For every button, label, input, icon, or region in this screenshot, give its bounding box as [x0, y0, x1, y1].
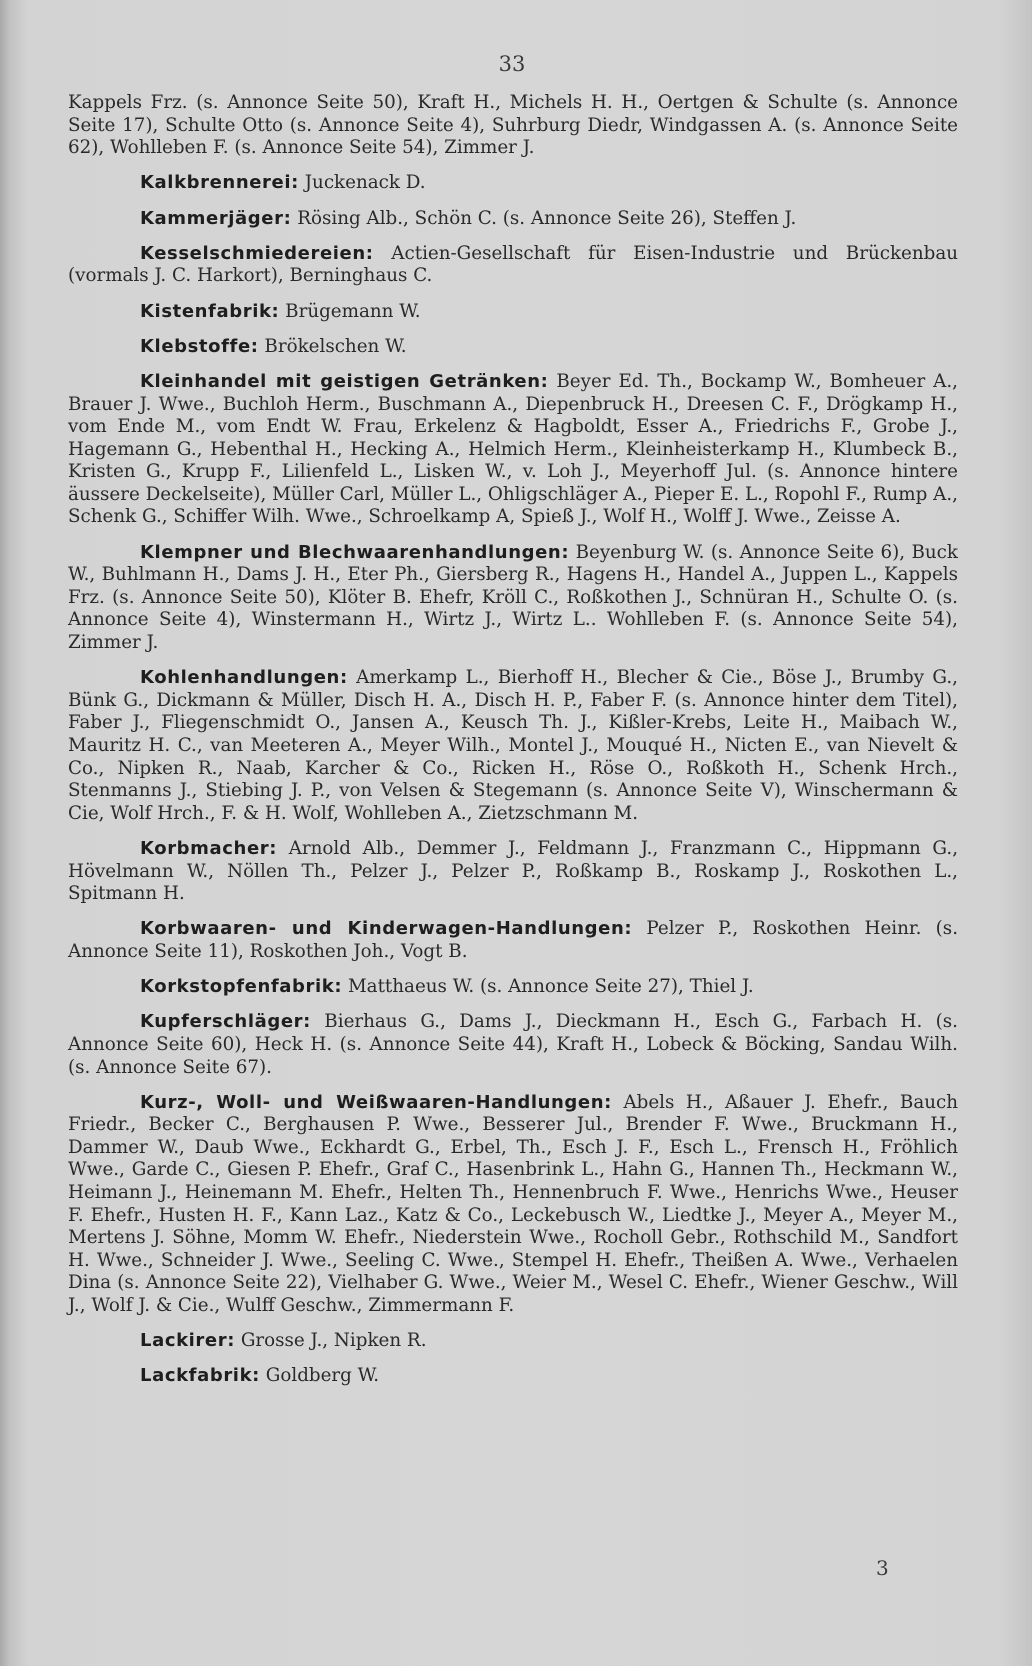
category-heading: Kohlenhandlungen:	[140, 667, 348, 689]
directory-entry	[68, 172, 958, 195]
entry-text: Brökelschen W.	[264, 335, 407, 357]
category-heading: Kesselschmiedereien:	[140, 242, 374, 264]
page-number: 33	[498, 52, 526, 76]
entry-text: Brügemann W.	[285, 300, 421, 322]
directory-entry	[68, 243, 958, 288]
category-heading: Kurz-, Woll- und Weißwaaren-Handlungen:	[140, 1091, 612, 1113]
category-heading: Kammerjäger:	[140, 207, 292, 229]
entry-text: Arnold Alb., Demmer J., Feldmann J., Franzmann C., Hippmann G., Hövelmann W., Nöllen Th., Pelzer J., Pelzer P., Roßkamp B., Roskamp J., Roskothen L., Spitmann H.	[68, 837, 958, 905]
entry-text: Amerkamp L., Bierhoff H., Blecher & Cie., Böse J., Brumby G., Bünk G., Dickmann & Müller, Disch H. A., Disch H. P., Faber F. (s. Annonce hinter dem Titel), Faber J., Fliegenschmidt O., Jansen A., Keusch Th. J., Kißler-Krebs, Leite H., Maibach W., Mauritz H. C., van Meeteren A., Meyer Wilh., Montel J., Mouqué H., Nicten E., van Nievelt & Co., Nipken R., Naab, Karcher & Co., Ricken H., Röse O., Roßkoth H., Schenk Hrch., Stenmanns J., Stiebing J. P., von Velsen & Stegemann (s. Annonce Seite V), Winschermann & Cie, Wolf Hrch., F. & H. Wolf, Wohlleben A., Zietzschmann M.	[68, 667, 958, 824]
directory-entry	[68, 92, 958, 160]
directory-entry	[68, 976, 958, 999]
directory-content	[68, 92, 958, 1401]
directory-entry	[68, 208, 958, 231]
directory-entry	[68, 1365, 958, 1388]
entry-text: Grosse J., Nipken R.	[240, 1330, 427, 1352]
category-heading: Kupferschläger:	[140, 1011, 311, 1033]
entry-text: Bierhaus G., Dams J., Dieckmann H., Esch G., Farbach H. (s. Annonce Seite 60), Heck H. (s. Annonce Seite 44), Kraft H., Lobeck & Böcking, Sandau Wilh. (s. Annonce Seite 67).	[68, 1011, 958, 1078]
directory-entry	[68, 371, 958, 529]
directory-entry	[68, 336, 958, 359]
signature-mark: 3	[876, 1556, 889, 1580]
category-heading: Klebstoffe:	[140, 335, 259, 357]
entry-text: Matthaeus W. (s. Annonce Seite 27), Thiel J.	[347, 976, 754, 998]
category-heading: Lackfabrik:	[140, 1365, 260, 1387]
directory-entry	[68, 1092, 958, 1318]
entry-text: Juckenack D.	[304, 172, 426, 194]
entry-text: Beyenburg W. (s. Annonce Seite 6), Buck W., Buhlmann H., Dams J. H., Eter Ph., Giersberg R., Hagens H., Handel A., Juppen L., Kappels Frz. (s. Annonce Seite 50), Klöter B. Ehefr, Kröll C., Roßkothen J., Schnüran H., Schulte O. (s. Annonce Seite 4), Winstermann H., Wirtz J., Wirtz L.. Wohlleben F. (s. Annonce Seite 54), Zimmer J.	[68, 541, 958, 654]
directory-entry	[68, 1330, 958, 1353]
entry-text: Rösing Alb., Schön C. (s. Annonce Seite 26), Steffen J.	[297, 207, 797, 229]
directory-entry	[68, 301, 958, 324]
directory-entry	[68, 667, 958, 825]
category-heading: Kalkbrennerei:	[140, 172, 299, 194]
entry-text: Goldberg W.	[265, 1365, 380, 1387]
entry-text: Pelzer P., Roskothen Heinr. (s. Annonce Seite 11), Roskothen Joh., Vogt B.	[68, 918, 959, 962]
category-heading: Korbwaaren- und Kinderwagen-Handlungen:	[140, 918, 633, 940]
category-heading: Korbmacher:	[140, 837, 278, 859]
directory-entry	[68, 838, 958, 906]
category-heading: Kleinhandel mit geistigen Getränken:	[140, 370, 549, 392]
directory-entry	[68, 542, 958, 655]
category-heading: Lackirer:	[140, 1330, 235, 1352]
entry-text: Abels H., Aßauer J. Ehefr., Bauch Friedr., Becker C., Berghausen P. Wwe., Besserer Jul., Brender F. Wwe., Bruckmann H., Dammer W., Daub Wwe., Eckhardt G., Erbel, Th., Esch J. F., Esch L., Frensch H., Fröhlich Wwe., Garde C., Giesen P. Ehefr., Graf C., Hasenbrink L., Hahn G., Hannen Th., Heckmann W., Heimann J., Heinemann M. Ehefr., Helten Th., Hennenbruch F. Wwe., Henrichs Wwe., Heuser F. Ehefr., Husten H. F., Kann Laz., Katz & Co., Leckebusch W., Liedtke J., Meyer A., Meyer M., Mertens J. Söhne, Momm W. Ehefr., Niederstein Wwe., Rocholl Gebr., Rothschild M., Sandfort H. Wwe., Schneider J. Wwe., Seeling C. Wwe., Stempel H. Ehefr., Theißen A. Wwe., Verhaelen Dina (s. Annonce Seite 22), Vielhaber G. Wwe., Weier M., Wesel C. Ehefr., Wiener Geschw., Will J., Wolf J. & Cie., Wulff Geschw., Zimmermann F.	[68, 1091, 959, 1317]
entry-text: Kappels Frz. (s. Annonce Seite 50), Kraft H., Michels H. H., Oertgen & Schulte (s. Annonce Seite 17), Schulte Otto (s. Annonce Seite 4), Suhrburg Diedr, Windgassen A. (s. Annonce Seite 62), Wohlleben F. (s. Annonce Seite 54), Zimmer J.	[68, 92, 958, 159]
directory-entry	[68, 1011, 958, 1079]
entry-text: Actien-Gesellschaft für Eisen-Industrie und Brückenbau (vormals J. C. Harkort), Berninghaus C.	[68, 242, 958, 287]
entry-text: Beyer Ed. Th., Bockamp W., Bomheuer A., Brauer J. Wwe., Buchloh Herm., Buschmann A., Diepenbruck H., Dreesen C. F., Drögkamp H., vom Ende M., vom Endt W. Frau, Erkelenz & Hagboldt, Esser A., Friedrichs F., Grobe J., Hagemann G., Hebenthal H., Hecking A., Helmich Herm., Kleinheisterkamp H., Klumbeck B., Kristen G., Krupp F., Lilienfeld L., Lisken W., v. Loh J., Meyerhoff Jul. (s. Annonce hintere äussere Deckelseite), Müller Carl, Müller L., Ohligschläger A., Pieper E. L., Ropohl F., Rump A., Schenk G., Schiffer Wilh. Wwe., Schroelkamp A, Spieß J., Wolf H., Wolff J. Wwe., Zeisse A.	[68, 370, 958, 528]
category-heading: Korkstopfenfabrik:	[140, 976, 343, 998]
category-heading: Klempner und Blechwaarenhandlungen:	[140, 541, 570, 563]
directory-entry	[68, 918, 958, 963]
category-heading: Kistenfabrik:	[140, 300, 280, 322]
